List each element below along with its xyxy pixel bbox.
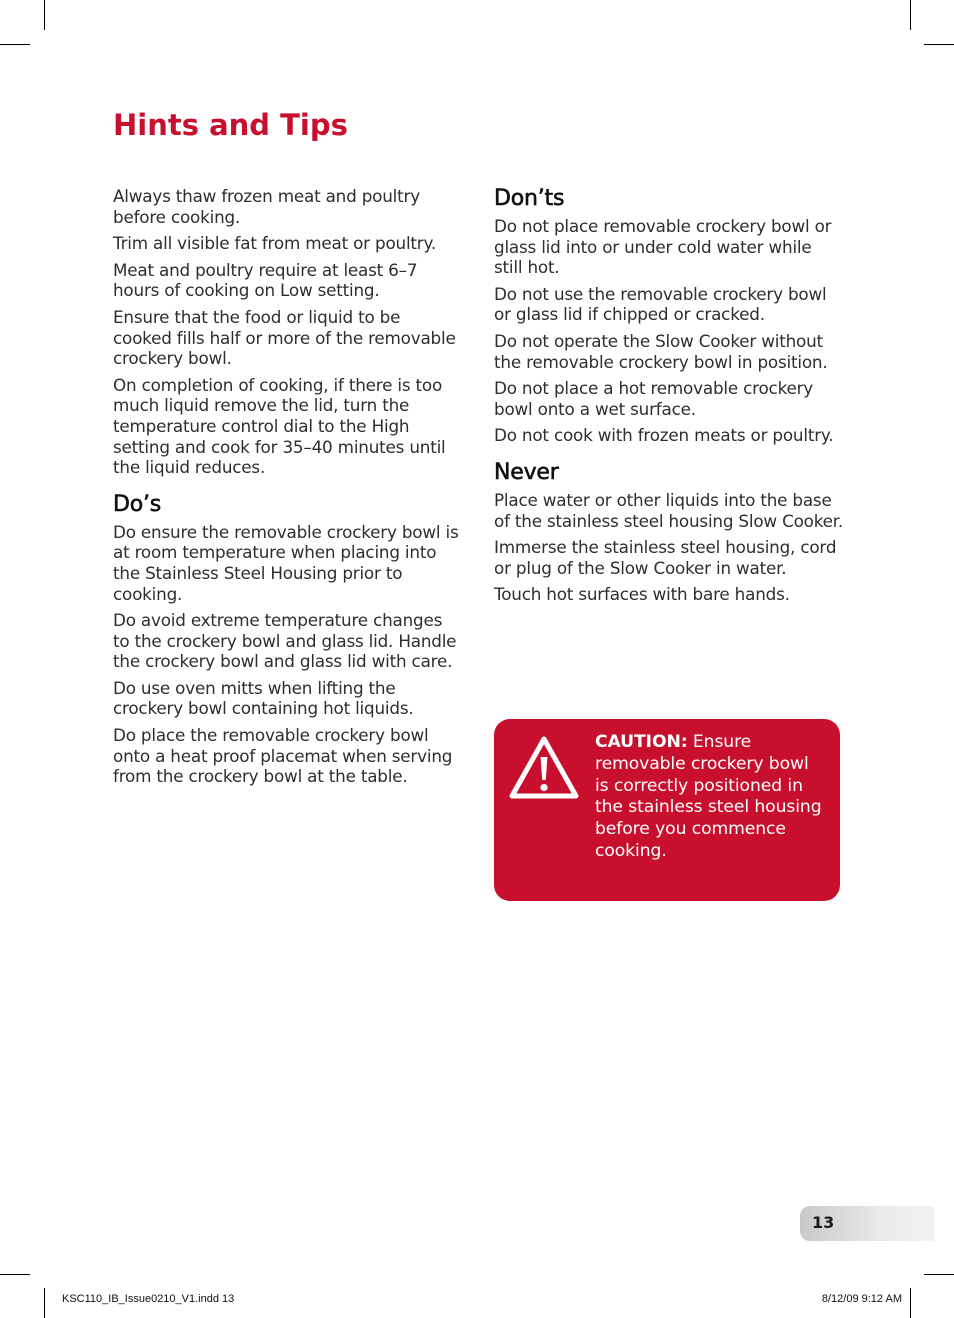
crop-mark-top-left-vertical bbox=[44, 0, 45, 30]
never-item: Immerse the stainless steel housing, cord or plug of the Slow Cooker in water. bbox=[494, 537, 837, 578]
dos-item: Do use oven mitts when lifting the crockery bowl containing hot liquids. bbox=[113, 677, 414, 719]
crop-mark-bottom-left-horizontal bbox=[0, 1274, 30, 1275]
intro-tip: Always thaw frozen meat and poultry before cooking. bbox=[113, 186, 420, 227]
donts-list bbox=[494, 216, 844, 446]
never-heading: Never bbox=[494, 459, 559, 485]
caution-label: CAUTION: bbox=[595, 732, 688, 752]
dos-item: Do place the removable crockery bowl onto a heat proof placemat when serving from the crockery bowl at the table. bbox=[113, 725, 453, 787]
crop-mark-top-left-horizontal bbox=[0, 44, 30, 45]
crop-mark-top-right-horizontal bbox=[924, 44, 954, 45]
dos-item: Do avoid extreme temperature changes to the crockery bowl and glass lid. Handle the crockery bowl and glass lid with care. bbox=[113, 610, 457, 672]
page-title: Hints and Tips bbox=[113, 108, 348, 142]
dos-heading: Do’s bbox=[113, 491, 162, 517]
intro-tips-list bbox=[113, 186, 461, 478]
donts-heading: Don’ts bbox=[494, 186, 565, 211]
intro-tip: Ensure that the food or liquid to be cooked fills half or more of the removable crockery bowl. bbox=[113, 306, 456, 369]
caution-message: Ensure removable crockery bowl is correctly positioned in the stainless steel housing before you commence cooking. bbox=[595, 732, 822, 861]
crop-mark-bottom-left-vertical bbox=[44, 1288, 45, 1318]
warning-triangle-icon bbox=[508, 735, 580, 801]
dos-item: Do ensure the removable crockery bowl is at room temperature when placing into the Stainless Steel Housing prior to cooking. bbox=[113, 521, 459, 604]
never-item: Place water or other liquids into the base of the stainless steel housing Slow Cooker. bbox=[494, 489, 844, 531]
never-item: Touch hot surfaces with bare hands. bbox=[494, 584, 790, 605]
donts-item: Do not cook with frozen meats or poultry. bbox=[494, 425, 834, 446]
caution-text bbox=[595, 732, 825, 863]
intro-tip: Trim all visible fat from meat or poultry. bbox=[113, 233, 436, 254]
donts-item: Do not place a hot removable crockery bowl onto a wet surface. bbox=[494, 378, 814, 419]
donts-item: Do not operate the Slow Cooker without the removable crockery bowl in position. bbox=[494, 330, 828, 372]
slug-filename: KSC110_IB_Issue0210_V1.indd 13 bbox=[62, 1293, 235, 1305]
caution-box bbox=[494, 719, 840, 901]
slug-date: 8/12/09 9:12 AM bbox=[821, 1293, 902, 1305]
page-number-tab bbox=[800, 1206, 934, 1241]
donts-item: Do not use the removable crockery bowl or glass lid if chipped or cracked. bbox=[494, 283, 827, 325]
intro-tip: On completion of cooking, if there is too much liquid remove the lid, turn the temperature control dial to the High setting and cook for 35–40 minutes until the liquid reduces. bbox=[113, 374, 446, 478]
crop-mark-top-right-vertical bbox=[910, 0, 911, 30]
page-number: 13 bbox=[812, 1213, 835, 1232]
crop-mark-bottom-right-vertical bbox=[910, 1288, 911, 1318]
left-column bbox=[113, 186, 461, 793]
donts-item: Do not place removable crockery bowl or glass lid into or under cold water while still hot. bbox=[494, 216, 832, 278]
dos-list bbox=[113, 522, 461, 787]
never-list bbox=[494, 490, 844, 605]
crop-mark-bottom-right-horizontal bbox=[924, 1274, 954, 1275]
right-column bbox=[494, 186, 844, 611]
intro-tip: Meat and poultry require at least 6–7 hours of cooking on Low setting. bbox=[113, 259, 418, 301]
